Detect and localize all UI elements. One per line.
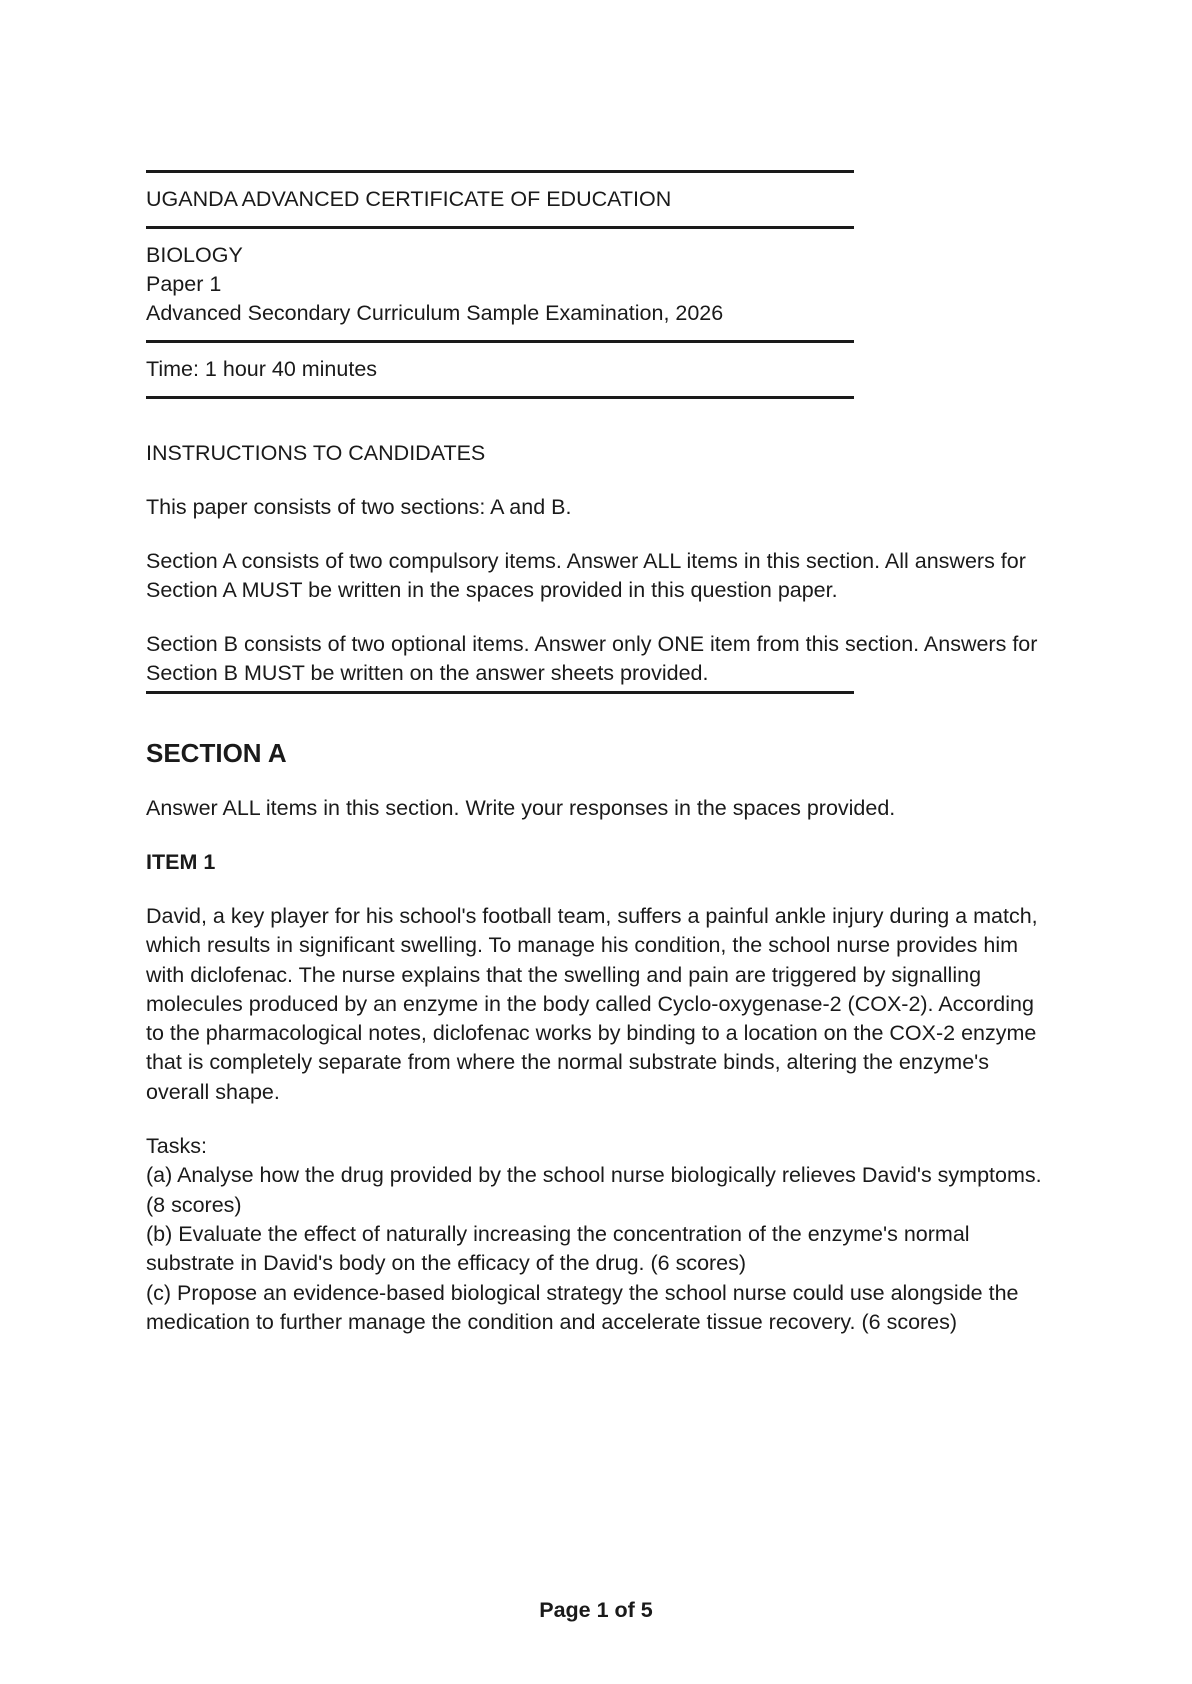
header-rule-4 [146,396,854,399]
certificate-title: UGANDA ADVANCED CERTIFICATE OF EDUCATION [146,187,672,211]
page-content [146,170,1056,1337]
exam-duration: Time: 1 hour 40 minutes [146,357,378,381]
item-scenario: David, a key player for his school's football team, suffers a painful ankle injury during a match, which results in significant swelling. To manage his condition, the school nurse provides him with diclofenac. The nurse explains that the swelling and pain are triggered by signalling molecules produced by an enzyme in the body called Cyclo-oxygenase-2 (COX-2). According to the pharmacological notes, diclofenac works by binding to a location on the COX-2 enzyme that is completely separate from where the normal substrate binds, altering the enzyme's overall shape. [146,904,1038,1104]
instructions-title: INSTRUCTIONS TO CANDIDATES [146,441,486,465]
task-item: (a) Analyse how the drug provided by the school nurse biologically relieves David's symptoms. (8 scores) [146,1163,1042,1217]
section-a-title: SECTION A [146,738,287,768]
item-label: ITEM 1 [146,850,216,874]
instructions-rule [146,691,854,694]
instruction-paragraph: Section A consists of two compulsory items. Answer ALL items in this section. All answers for Section A MUST be written in the spaces provided in this question paper. [146,549,1026,602]
task-item: (b) Evaluate the effect of naturally increasing the concentration of the enzyme's normal substrate in David's body on the efficacy of the drug. (6 scores) [146,1221,970,1276]
instruction-paragraph: Section B consists of two optional items. Answer only ONE item from this section. Answers for Section B MUST be written on the answer sheets provided. [146,632,1038,685]
tasks-list [146,1132,1056,1337]
section-a-intro: Answer ALL items in this section. Write your responses in the spaces provided. [146,796,896,820]
tasks-label: Tasks: [146,1134,207,1159]
exam-name: Advanced Secondary Curriculum Sample Examination, 2026 [146,301,724,325]
certificate-block [146,173,1056,226]
time-block [146,343,1056,396]
task-item: (c) Propose an evidence-based biological strategy the school nurse could use alongside the medication to further manage the condition and accelerate tissue recovery. (6 scores) [146,1280,1019,1334]
subject-block [146,229,1056,340]
subject-name: BIOLOGY [146,243,243,267]
page-number: Page 1 of 5 [539,1598,653,1622]
paper-number: Paper 1 [146,272,222,296]
instruction-paragraph: This paper consists of two sections: A and B. [146,495,572,519]
